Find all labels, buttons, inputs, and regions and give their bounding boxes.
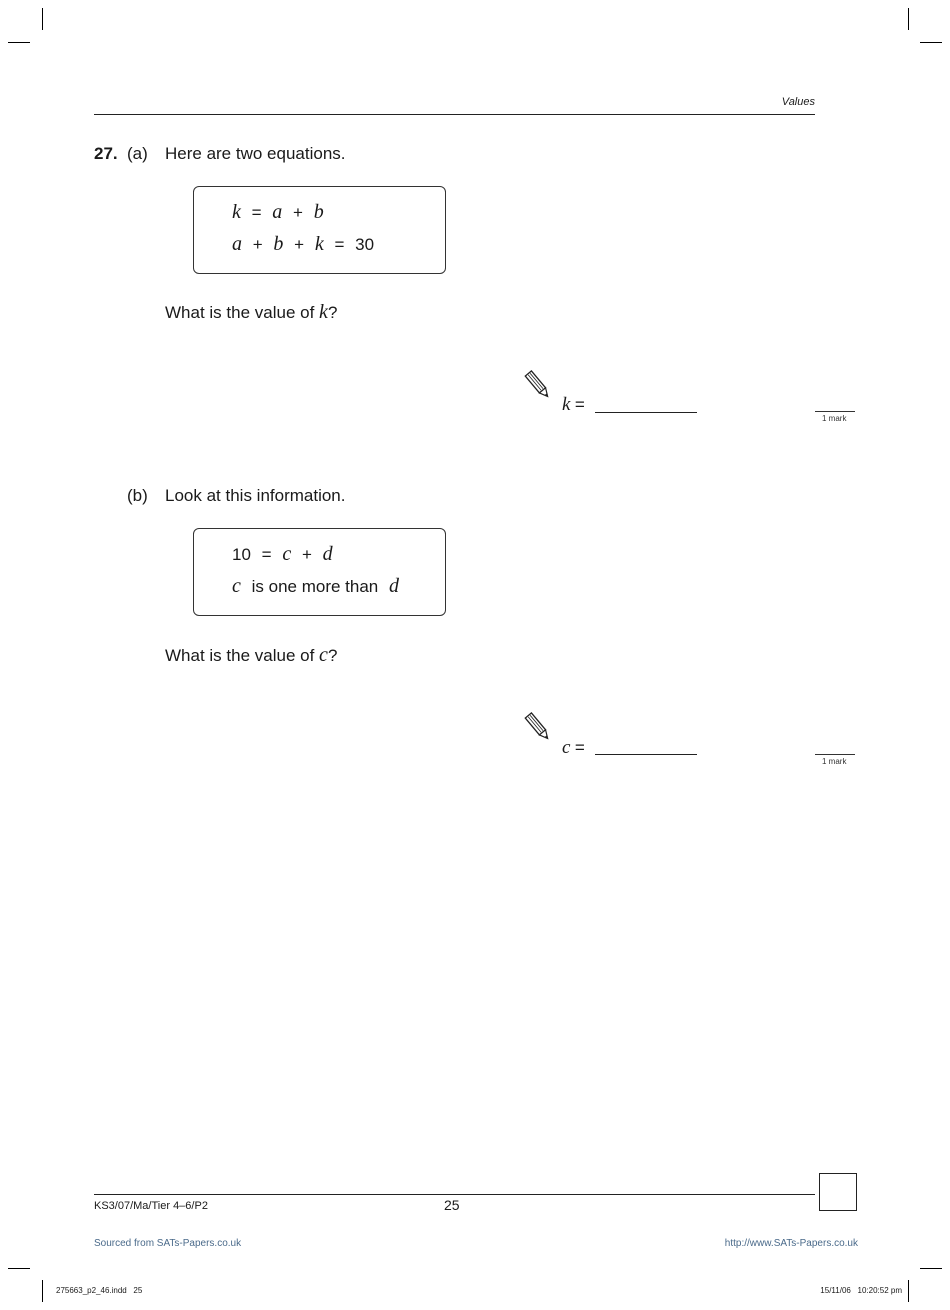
information-box-b [193, 528, 446, 616]
mark-label-b: 1 mark [822, 757, 847, 766]
page-number: 25 [444, 1197, 460, 1213]
part-a-label: (a) [127, 144, 148, 163]
equation-b-1: 10 = c + d [232, 543, 333, 565]
answer-field-b[interactable] [595, 754, 697, 755]
section-title: Values [781, 96, 815, 108]
equation-a-2: a + b + k = 30 [232, 233, 375, 255]
print-timestamp: 15/11/06 10:20:52 pm [820, 1286, 902, 1295]
part-a-intro: Here are two equations. [165, 144, 346, 163]
part-b-label: (b) [127, 486, 148, 505]
question-number: 27. [94, 144, 118, 163]
mark-line-a [815, 411, 855, 412]
paper-code: KS3/07/Ma/Tier 4–6/P2 [94, 1200, 208, 1212]
header-rule [94, 114, 815, 115]
marks-total-box[interactable] [819, 1173, 857, 1211]
pencil-icon [524, 368, 552, 402]
part-b-intro: Look at this information. [165, 486, 346, 505]
mark-label-a: 1 mark [822, 414, 847, 423]
crop-mark-bottom-right-v [908, 1280, 909, 1302]
crop-mark-top-right-h [920, 42, 942, 43]
footer-rule [94, 1194, 815, 1195]
crop-mark-top-right-v [908, 8, 909, 30]
source-credit: Sourced from SATs-Papers.co.uk [94, 1238, 242, 1249]
answer-field-a[interactable] [595, 412, 697, 413]
source-url[interactable]: http://www.SATs-Papers.co.uk [724, 1238, 858, 1249]
mark-line-b [815, 754, 855, 755]
crop-mark-top-left-v [42, 8, 43, 30]
crop-mark-bottom-left-v [42, 1280, 43, 1302]
part-b-prompt: What is the value of c? [165, 644, 338, 666]
part-a-prompt: What is the value of k? [165, 301, 338, 323]
answer-b: c = [562, 737, 585, 758]
equations-box-a [193, 186, 446, 274]
file-slug: 275663_p2_46.indd 25 [56, 1286, 143, 1295]
crop-mark-bottom-right-h [920, 1268, 942, 1269]
answer-a: k = [562, 394, 585, 415]
equation-b-2: c is one more than d [232, 575, 399, 597]
crop-mark-top-left-h [8, 42, 30, 43]
crop-mark-bottom-left-h [8, 1268, 30, 1269]
equation-a-1: k = a + b [232, 201, 324, 223]
pencil-icon [524, 710, 552, 744]
